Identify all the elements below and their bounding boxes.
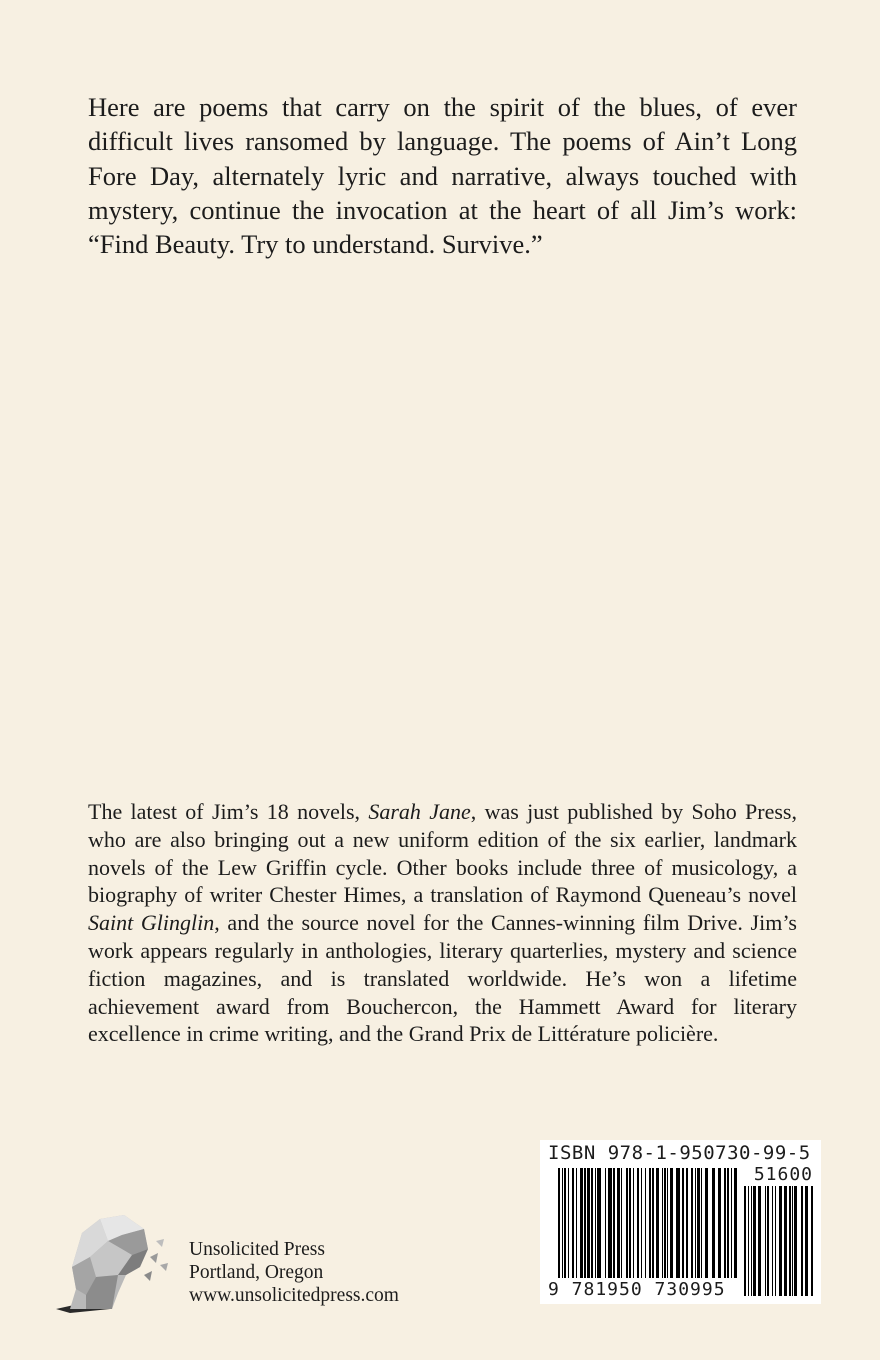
isbn-label: ISBN 978-1-950730-99-5 xyxy=(548,1142,811,1164)
bio-title-sarah-jane: Sarah Jane xyxy=(368,799,471,824)
barcode-addon-bars xyxy=(744,1186,814,1296)
price-code: 51600 xyxy=(753,1164,813,1185)
publisher-location: Portland, Oregon xyxy=(189,1262,324,1283)
publisher-logo-icon xyxy=(52,1205,176,1315)
publisher-website: www.unsolicitedpress.com xyxy=(189,1285,399,1306)
bio-part-2: , was just published by Soho Press, who are also bringing out a new uniform edition of the six earlier, landmark novels of the Lew Griffin cycle. Other books include three of musicology, a biography of writer Chester Himes, a translation of Raymond Queneau’s novel xyxy=(88,799,797,908)
blurb-text: Here are poems that carry on the spirit of the blues, of ever difficult lives ransomed by language. The poems of Ain’t Long Fore Day, alternately lyric and narrative, always touched with mystery, continue the invocation at the heart of all Jim’s work: “Find Beauty. Try to understand. Survive.” xyxy=(88,92,797,260)
publisher-name: Unsolicited Press xyxy=(189,1239,325,1260)
bio-part-1: The latest of Jim’s 18 novels, xyxy=(88,799,369,824)
barcode-bars xyxy=(558,1168,738,1278)
publisher-info xyxy=(189,1238,399,1307)
bio-part-3: , and the source novel for the Cannes-winning film Drive. Jim’s work appears regularly in anthologies, literary quarterlies, mystery and science fiction magazines, and is translated worldwide. He’s won a lifetime achievement award from Bouchercon, the Hammett Award for literary excellence in crime writing, and the Grand Prix de Littérature policière. xyxy=(88,910,797,1047)
barcode-digits: 9 781950 730995 xyxy=(548,1279,726,1300)
isbn-barcode xyxy=(540,1140,821,1304)
author-bio xyxy=(88,798,797,1048)
back-cover-blurb xyxy=(88,90,797,261)
bio-title-saint-glinglin: Saint Glinglin xyxy=(88,910,215,936)
